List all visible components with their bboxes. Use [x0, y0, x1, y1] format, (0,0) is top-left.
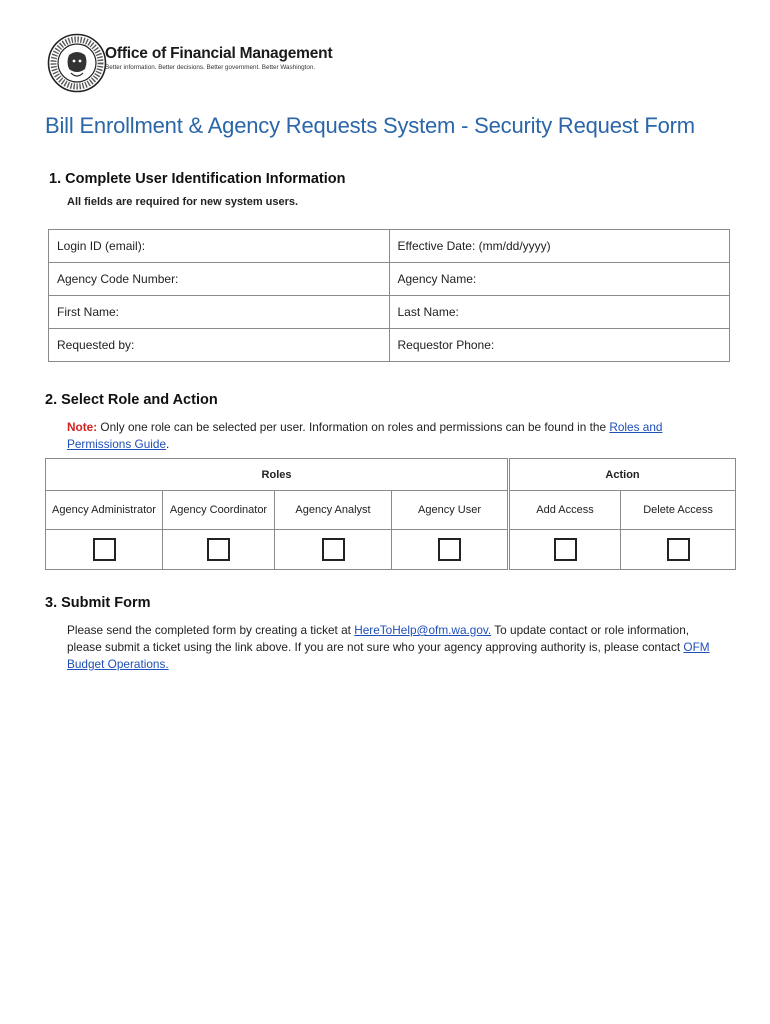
role-label-agency-administrator: Agency Administrator: [46, 491, 163, 530]
agency-code-field[interactable]: Agency Code Number:: [49, 263, 390, 296]
email-link[interactable]: HereToHelp@ofm.wa.gov.: [354, 623, 492, 637]
note-text: Only one role can be selected per user. Information on roles and permissions can be found in the: [97, 420, 610, 434]
checkbox-agency-coordinator[interactable]: [207, 538, 230, 561]
checkbox-add-access[interactable]: [554, 538, 577, 561]
section-1-heading: 1. Complete User Identification Information: [49, 171, 346, 187]
note-end: .: [166, 437, 170, 451]
table-row: [49, 296, 730, 329]
ofm-budget-operations-link[interactable]: OFM Budget Operations.: [67, 640, 710, 671]
page-title: Bill Enrollment & Agency Requests System - Security Request Form: [45, 113, 695, 138]
checkbox-delete-access[interactable]: [667, 538, 690, 561]
user-identification-table: [48, 229, 730, 362]
section-2-heading: 2. Select Role and Action: [45, 392, 218, 408]
role-label-agency-analyst: Agency Analyst: [275, 491, 392, 530]
note-label: Note:: [67, 420, 98, 434]
action-label-delete-access: Delete Access: [621, 491, 736, 530]
table-row: [49, 230, 730, 263]
org-name: Office of Financial Management: [105, 45, 333, 62]
state-seal-icon: [47, 33, 107, 93]
checkbox-agency-analyst[interactable]: [322, 538, 345, 561]
checkbox-agency-administrator[interactable]: [93, 538, 116, 561]
login-id-field[interactable]: Login ID (email):: [49, 230, 390, 263]
role-action-table: [45, 458, 736, 570]
submit-instructions: [67, 622, 727, 673]
section-1-note: All fields are required for new system users.: [67, 196, 299, 208]
section-3-heading: 3. Submit Form: [45, 595, 151, 611]
submit-text-2: To update contact or role information, please submit a ticket using the link above. If you are not sure who your agency approving authority is, please contact: [67, 623, 690, 654]
roles-permissions-guide-link[interactable]: Roles and Permissions Guide: [67, 420, 663, 451]
last-name-field[interactable]: Last Name:: [389, 296, 730, 329]
first-name-field[interactable]: First Name:: [49, 296, 390, 329]
agency-name-field[interactable]: Agency Name:: [389, 263, 730, 296]
section-2-note: [67, 419, 727, 453]
table-row: [49, 263, 730, 296]
submit-text-1: Please send the completed form by creating a ticket at: [67, 623, 355, 637]
table-row: [49, 329, 730, 362]
requested-by-field[interactable]: Requested by:: [49, 329, 390, 362]
role-label-agency-coordinator: Agency Coordinator: [163, 491, 275, 530]
roles-header: Roles: [46, 459, 509, 491]
org-tagline: Better information. Better decisions. Better government. Better Washington.: [105, 64, 316, 71]
effective-date-field[interactable]: Effective Date: (mm/dd/yyyy): [389, 230, 730, 263]
checkbox-agency-user[interactable]: [438, 538, 461, 561]
role-label-agency-user: Agency User: [392, 491, 509, 530]
requestor-phone-field[interactable]: Requestor Phone:: [389, 329, 730, 362]
action-label-add-access: Add Access: [509, 491, 621, 530]
action-header: Action: [509, 459, 736, 491]
